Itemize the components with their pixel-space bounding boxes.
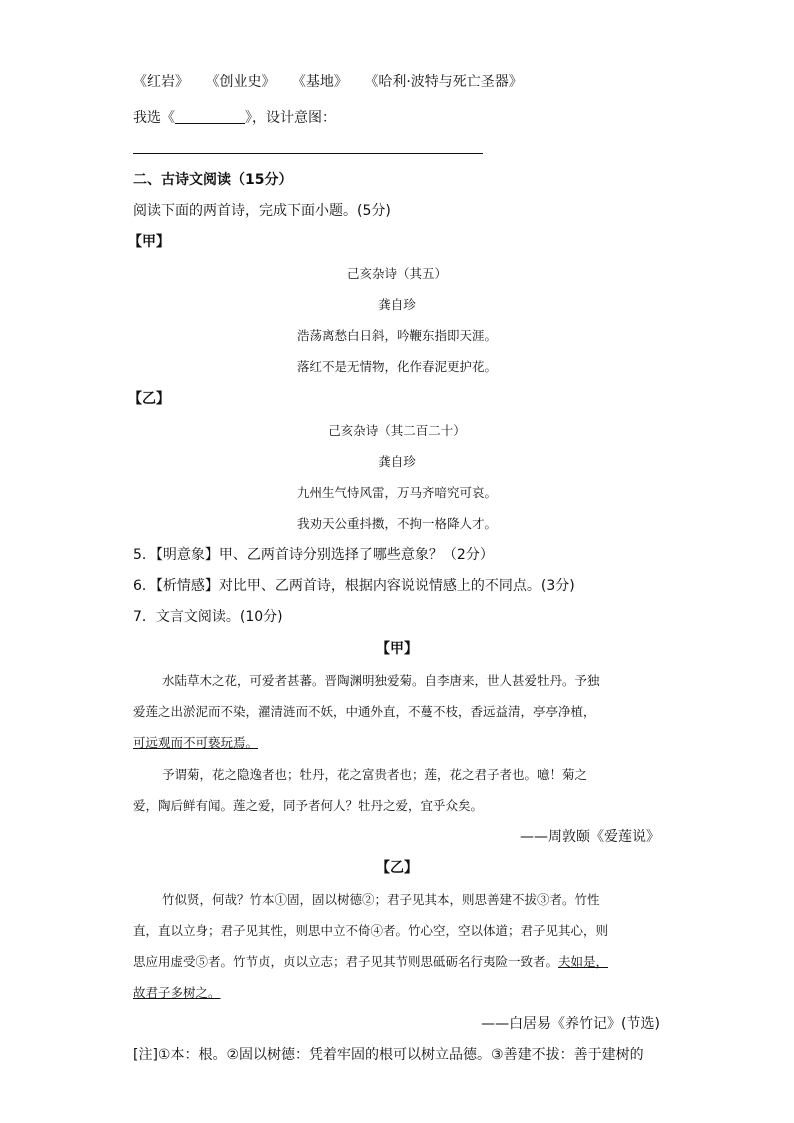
book-list xyxy=(133,72,535,92)
book-title: 《哈利·波特与死亡圣器》 xyxy=(364,74,523,90)
question-5: 5．【明意象】甲、乙两首诗分别选择了哪些意象？（2分） xyxy=(133,547,494,563)
prose-line xyxy=(133,952,608,972)
poem1-line: 浩荡离愁白日斜，吟鞭东指即天涯。 xyxy=(296,328,497,343)
prose-line: 爱莲之出淤泥而不染，濯清涟而不妖，中通外直，不蔓不枝，香远益清，亭亭净植， xyxy=(133,704,596,719)
footnote: [注]①本：根。②固以树德：凭着牢固的根可以树立品德。③善建不拔：善于建树的 xyxy=(133,1047,644,1063)
prose-line: 竹似贤，何哉？竹本①固，固以树德②；君子见其本，则思善建不拔③者。竹性 xyxy=(162,892,600,907)
prose-jia-label: 【甲】 xyxy=(376,641,418,657)
prose-line-underlined: 可远观而不可亵玩焉。 xyxy=(133,735,259,750)
question-6: 6．【析情感】对比甲、乙两首诗，根据内容说说情感上的不同点。(3分) xyxy=(133,578,575,594)
question-7: 7．文言文阅读。(10分) xyxy=(133,609,283,625)
prose-line: 直，直以立身；君子见其性，则思中立不倚④者。竹心空，空以体道；君子见其心，则 xyxy=(133,923,609,938)
prose-source: ——周敦颐《爱莲说》 xyxy=(520,829,660,845)
poem2-line: 我劝天公重抖擞，不拘一格降人才。 xyxy=(296,516,497,531)
poem2-author: 龚自珍 xyxy=(378,454,416,469)
prose-line: 爱，陶后鲜有闻。莲之爱，同予者何人？牡丹之爱，宜乎众矣。 xyxy=(133,798,484,813)
prose-segment: 思应用虚受⑤者。竹节贞，贞以立志；君子见其节则思砥砺名行夷险一致者。 xyxy=(133,954,559,969)
answer-line[interactable] xyxy=(133,153,483,154)
prose-line: 水陆草木之花，可爱者甚蕃。晋陶渊明独爱菊。自李唐来，世人甚爱牡丹。予独 xyxy=(162,673,600,688)
choose-suffix: 》，设计意图： xyxy=(245,110,336,126)
jia-label: 【甲】 xyxy=(128,234,170,250)
fill-blank[interactable] xyxy=(175,109,245,124)
poem2-title: 己亥杂诗（其二百二十） xyxy=(328,423,466,438)
prose-source: ——白居易《养竹记》(节选) xyxy=(481,1016,660,1032)
prose-segment-underlined: 夫如是， xyxy=(558,954,609,969)
choose-line xyxy=(133,108,336,128)
poem2-line: 九州生气恃风雷，万马齐喑究可哀。 xyxy=(296,485,497,500)
prose-line-underlined: 故君子多树之。 xyxy=(133,985,221,1000)
prose-yi-label: 【乙】 xyxy=(376,860,418,876)
poem1-author: 龚自珍 xyxy=(378,297,416,312)
book-title: 《基地》 xyxy=(291,74,348,90)
book-title: 《创业史》 xyxy=(205,74,276,90)
prose-line: 予谓菊，花之隐逸者也；牡丹，花之富贵者也；莲，花之君子者也。噫！菊之 xyxy=(162,767,588,782)
section-heading: 二、古诗文阅读（15分） xyxy=(133,172,293,188)
instruction: 阅读下面的两首诗，完成下面小题。(5分) xyxy=(133,203,391,219)
poem1-line: 落红不是无情物，化作春泥更护花。 xyxy=(296,359,497,374)
choose-prefix: 我选《 xyxy=(133,110,175,126)
poem1-title: 己亥杂诗（其五） xyxy=(346,266,447,281)
book-title: 《红岩》 xyxy=(133,74,189,90)
yi-label: 【乙】 xyxy=(128,391,170,407)
